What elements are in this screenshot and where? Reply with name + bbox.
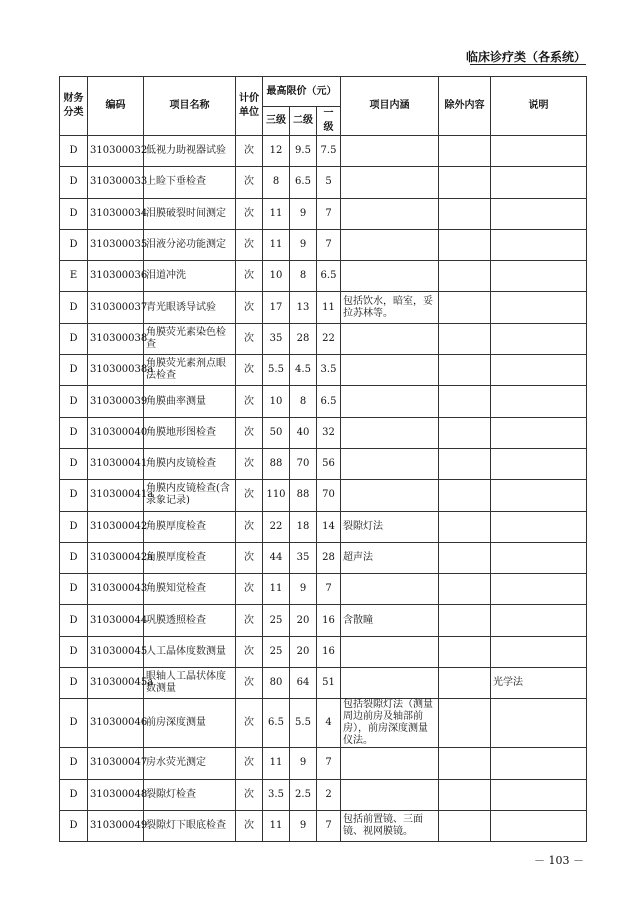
cell-note [491, 699, 587, 748]
cell-finance: D [60, 605, 88, 636]
cell-name: 角膜厚度检查 [144, 511, 236, 542]
cell-finance: D [60, 574, 88, 605]
cell-name: 低视力助视器试验 [144, 136, 236, 167]
cell-price-level2: 20 [290, 605, 317, 636]
cell-name: 角膜厚度检查 [144, 542, 236, 573]
cell-name: 角膜内皮镜检查 [144, 448, 236, 479]
table-row [60, 810, 587, 841]
cell-finance: D [60, 229, 88, 260]
col-header-code: 编码 [88, 77, 144, 136]
cell-unit: 次 [236, 480, 263, 511]
table-row [60, 386, 587, 417]
cell-code: 310300040 [88, 417, 144, 448]
cell-price-level1: 51 [317, 668, 341, 699]
cell-code: 310300043 [88, 574, 144, 605]
cell-note [491, 386, 587, 417]
cell-content [341, 448, 439, 479]
cell-content [341, 779, 439, 810]
cell-content [341, 355, 439, 386]
cell-content [341, 136, 439, 167]
cell-name: 角膜曲率测量 [144, 386, 236, 417]
cell-note [491, 511, 587, 542]
cell-finance: D [60, 448, 88, 479]
cell-unit: 次 [236, 198, 263, 229]
cell-price-level2: 8 [290, 261, 317, 292]
cell-code: 310300041 [88, 448, 144, 479]
cell-finance: D [60, 748, 88, 779]
cell-content [341, 198, 439, 229]
cell-finance: D [60, 668, 88, 699]
table-row [60, 574, 587, 605]
cell-exclude [439, 699, 491, 748]
cell-price-level1: 7 [317, 198, 341, 229]
col-header-level1: 一级 [317, 107, 341, 136]
cell-exclude [439, 448, 491, 479]
cell-unit: 次 [236, 636, 263, 667]
cell-content [341, 323, 439, 354]
cell-exclude [439, 542, 491, 573]
cell-note [491, 810, 587, 841]
cell-content [341, 229, 439, 260]
cell-exclude [439, 386, 491, 417]
cell-exclude [439, 574, 491, 605]
col-header-content: 项目内涵 [341, 77, 439, 136]
cell-price-level3: 10 [263, 261, 290, 292]
table-row [60, 636, 587, 667]
cell-code: 310300036 [88, 261, 144, 292]
cell-exclude [439, 779, 491, 810]
section-title: 临床诊疗类（各系统） [465, 50, 586, 64]
cell-note [491, 198, 587, 229]
cell-price-level1: 3.5 [317, 355, 341, 386]
cell-price-level1: 7 [317, 574, 341, 605]
cell-price-level2: 88 [290, 480, 317, 511]
cell-price-level1: 14 [317, 511, 341, 542]
cell-exclude [439, 292, 491, 323]
cell-note [491, 448, 587, 479]
cell-price-level3: 11 [263, 748, 290, 779]
cell-exclude [439, 167, 491, 198]
cell-content [341, 574, 439, 605]
cell-price-level3: 44 [263, 542, 290, 573]
cell-content: 超声法 [341, 542, 439, 573]
cell-price-level3: 35 [263, 323, 290, 354]
cell-price-level1: 7.5 [317, 136, 341, 167]
cell-price-level2: 4.5 [290, 355, 317, 386]
cell-content: 包括前置镜、三面镜、视网膜镜。 [341, 810, 439, 841]
cell-code: 310300038 [88, 323, 144, 354]
cell-finance: D [60, 167, 88, 198]
cell-exclude [439, 810, 491, 841]
cell-price-level3: 11 [263, 198, 290, 229]
table-row [60, 229, 587, 260]
cell-code: 310300033 [88, 167, 144, 198]
cell-code: 310300032 [88, 136, 144, 167]
cell-price-level2: 64 [290, 668, 317, 699]
cell-note [491, 748, 587, 779]
price-table [59, 76, 587, 842]
cell-name: 角膜内皮镜检查(含录象记录) [144, 480, 236, 511]
cell-unit: 次 [236, 668, 263, 699]
cell-unit: 次 [236, 542, 263, 573]
cell-content [341, 386, 439, 417]
cell-price-level3: 10 [263, 386, 290, 417]
cell-unit: 次 [236, 448, 263, 479]
cell-code: 310300042 [88, 511, 144, 542]
cell-note [491, 417, 587, 448]
page-number: － 103 － [534, 854, 584, 867]
cell-price-level3: 3.5 [263, 779, 290, 810]
col-header-unit: 计价单位 [236, 77, 263, 136]
cell-code: 310300039 [88, 386, 144, 417]
cell-content [341, 748, 439, 779]
cell-price-level1: 6.5 [317, 386, 341, 417]
table-row [60, 261, 587, 292]
cell-finance: D [60, 323, 88, 354]
cell-finance: E [60, 261, 88, 292]
cell-name: 角膜知觉检查 [144, 574, 236, 605]
cell-note [491, 480, 587, 511]
cell-name: 裂隙灯检查 [144, 779, 236, 810]
cell-unit: 次 [236, 810, 263, 841]
cell-price-level1: 11 [317, 292, 341, 323]
cell-finance: D [60, 810, 88, 841]
cell-note [491, 323, 587, 354]
cell-price-level1: 7 [317, 748, 341, 779]
cell-name: 角膜荧光素染色检查 [144, 323, 236, 354]
cell-price-level1: 16 [317, 636, 341, 667]
table-row [60, 480, 587, 511]
cell-name: 青光眼诱导试验 [144, 292, 236, 323]
cell-price-level2: 9.5 [290, 136, 317, 167]
cell-exclude [439, 261, 491, 292]
cell-unit: 次 [236, 136, 263, 167]
cell-price-level2: 5.5 [290, 699, 317, 748]
cell-note: 光学法 [491, 668, 587, 699]
cell-price-level1: 2 [317, 779, 341, 810]
col-header-level2: 二级 [290, 107, 317, 136]
table-row [60, 198, 587, 229]
cell-content [341, 668, 439, 699]
cell-price-level1: 7 [317, 229, 341, 260]
cell-name: 泪膜破裂时间测定 [144, 198, 236, 229]
cell-code: 310300038a [88, 355, 144, 386]
cell-price-level3: 80 [263, 668, 290, 699]
cell-note [491, 292, 587, 323]
cell-price-level1: 7 [317, 810, 341, 841]
cell-price-level3: 88 [263, 448, 290, 479]
cell-exclude [439, 136, 491, 167]
cell-unit: 次 [236, 779, 263, 810]
table-row [60, 167, 587, 198]
cell-name: 房水荧光测定 [144, 748, 236, 779]
cell-note [491, 779, 587, 810]
cell-exclude [439, 605, 491, 636]
cell-name: 上睑下垂检查 [144, 167, 236, 198]
cell-content [341, 480, 439, 511]
cell-price-level2: 6.5 [290, 167, 317, 198]
cell-note [491, 355, 587, 386]
cell-exclude [439, 480, 491, 511]
cell-price-level1: 32 [317, 417, 341, 448]
col-header-exclude: 除外内容 [439, 77, 491, 136]
cell-code: 310300045 [88, 636, 144, 667]
cell-unit: 次 [236, 167, 263, 198]
cell-name: 前房深度测量 [144, 699, 236, 748]
cell-note [491, 229, 587, 260]
cell-unit: 次 [236, 261, 263, 292]
cell-note [491, 542, 587, 573]
cell-exclude [439, 355, 491, 386]
cell-content [341, 261, 439, 292]
cell-price-level2: 35 [290, 542, 317, 573]
cell-code: 310300034 [88, 198, 144, 229]
cell-finance: D [60, 136, 88, 167]
cell-finance: D [60, 699, 88, 748]
cell-name: 眼轴人工晶状体度数测量 [144, 668, 236, 699]
cell-price-level3: 110 [263, 480, 290, 511]
cell-price-level1: 28 [317, 542, 341, 573]
cell-code: 310300045a [88, 668, 144, 699]
cell-price-level1: 6.5 [317, 261, 341, 292]
cell-price-level1: 56 [317, 448, 341, 479]
cell-note [491, 261, 587, 292]
table-row [60, 448, 587, 479]
cell-price-level2: 9 [290, 198, 317, 229]
cell-price-level2: 70 [290, 448, 317, 479]
cell-note [491, 136, 587, 167]
table-row [60, 355, 587, 386]
cell-name: 角膜地形图检查 [144, 417, 236, 448]
cell-name: 角膜荧光素剂点眼法检查 [144, 355, 236, 386]
cell-content [341, 636, 439, 667]
table-row [60, 511, 587, 542]
cell-code: 310300037 [88, 292, 144, 323]
col-header-name: 项目名称 [144, 77, 236, 136]
cell-code: 310300035 [88, 229, 144, 260]
cell-content: 包括饮水，暗室，妥拉苏林等。 [341, 292, 439, 323]
table-row [60, 605, 587, 636]
cell-exclude [439, 323, 491, 354]
cell-unit: 次 [236, 574, 263, 605]
cell-exclude [439, 198, 491, 229]
table-body [60, 136, 587, 842]
table-row [60, 136, 587, 167]
cell-code: 310300047 [88, 748, 144, 779]
cell-price-level3: 25 [263, 636, 290, 667]
cell-unit: 次 [236, 748, 263, 779]
cell-content [341, 167, 439, 198]
col-header-level3: 三级 [263, 107, 290, 136]
cell-price-level3: 6.5 [263, 699, 290, 748]
cell-code: 310300046 [88, 699, 144, 748]
cell-note [491, 605, 587, 636]
cell-finance: D [60, 417, 88, 448]
col-header-finance: 财务分类 [60, 77, 88, 136]
cell-price-level3: 22 [263, 511, 290, 542]
cell-finance: D [60, 636, 88, 667]
cell-unit: 次 [236, 511, 263, 542]
cell-price-level3: 5.5 [263, 355, 290, 386]
cell-finance: D [60, 292, 88, 323]
cell-note [491, 167, 587, 198]
table-row [60, 699, 587, 748]
cell-name: 人工晶体度数测量 [144, 636, 236, 667]
cell-finance: D [60, 198, 88, 229]
col-header-price-group: 最高限价（元） [263, 77, 341, 107]
table-row [60, 779, 587, 810]
cell-code: 310300048 [88, 779, 144, 810]
cell-finance: D [60, 779, 88, 810]
cell-exclude [439, 748, 491, 779]
cell-price-level2: 9 [290, 810, 317, 841]
cell-content: 裂隙灯法 [341, 511, 439, 542]
table-row [60, 668, 587, 699]
cell-price-level2: 9 [290, 748, 317, 779]
table-row [60, 542, 587, 573]
cell-note [491, 636, 587, 667]
cell-name: 泪道冲洗 [144, 261, 236, 292]
cell-price-level3: 8 [263, 167, 290, 198]
cell-unit: 次 [236, 417, 263, 448]
cell-price-level2: 9 [290, 574, 317, 605]
cell-price-level3: 11 [263, 229, 290, 260]
cell-exclude [439, 668, 491, 699]
cell-unit: 次 [236, 323, 263, 354]
cell-exclude [439, 229, 491, 260]
cell-price-level2: 40 [290, 417, 317, 448]
cell-finance: D [60, 355, 88, 386]
cell-price-level2: 18 [290, 511, 317, 542]
cell-price-level3: 11 [263, 574, 290, 605]
cell-finance: D [60, 480, 88, 511]
cell-finance: D [60, 386, 88, 417]
cell-price-level3: 12 [263, 136, 290, 167]
cell-content: 含散瞳 [341, 605, 439, 636]
cell-exclude [439, 636, 491, 667]
col-header-note: 说明 [491, 77, 587, 136]
cell-code: 310300044 [88, 605, 144, 636]
cell-price-level1: 5 [317, 167, 341, 198]
cell-unit: 次 [236, 355, 263, 386]
cell-price-level1: 70 [317, 480, 341, 511]
cell-unit: 次 [236, 292, 263, 323]
cell-unit: 次 [236, 229, 263, 260]
cell-price-level3: 50 [263, 417, 290, 448]
cell-content: 包括裂隙灯法（测量周边前房及轴部前房），前房深度测量仪法。 [341, 699, 439, 748]
cell-price-level1: 4 [317, 699, 341, 748]
cell-price-level2: 8 [290, 386, 317, 417]
cell-exclude [439, 417, 491, 448]
table-row [60, 323, 587, 354]
cell-unit: 次 [236, 699, 263, 748]
cell-price-level3: 11 [263, 810, 290, 841]
cell-price-level2: 13 [290, 292, 317, 323]
cell-name: 裂隙灯下眼底检查 [144, 810, 236, 841]
cell-price-level2: 2.5 [290, 779, 317, 810]
cell-price-level2: 9 [290, 229, 317, 260]
cell-finance: D [60, 542, 88, 573]
cell-price-level1: 16 [317, 605, 341, 636]
header-rule [470, 64, 586, 65]
cell-content [341, 417, 439, 448]
table-row [60, 417, 587, 448]
cell-code: 310300049 [88, 810, 144, 841]
cell-price-level2: 28 [290, 323, 317, 354]
table-row [60, 292, 587, 323]
cell-price-level1: 22 [317, 323, 341, 354]
cell-name: 泪液分泌功能测定 [144, 229, 236, 260]
cell-exclude [439, 511, 491, 542]
cell-price-level3: 17 [263, 292, 290, 323]
cell-note [491, 574, 587, 605]
cell-unit: 次 [236, 605, 263, 636]
cell-price-level3: 25 [263, 605, 290, 636]
table-row [60, 748, 587, 779]
cell-finance: D [60, 511, 88, 542]
cell-code: 310300042a [88, 542, 144, 573]
cell-price-level2: 20 [290, 636, 317, 667]
cell-code: 310300041a [88, 480, 144, 511]
cell-name: 巩膜透照检查 [144, 605, 236, 636]
cell-unit: 次 [236, 386, 263, 417]
